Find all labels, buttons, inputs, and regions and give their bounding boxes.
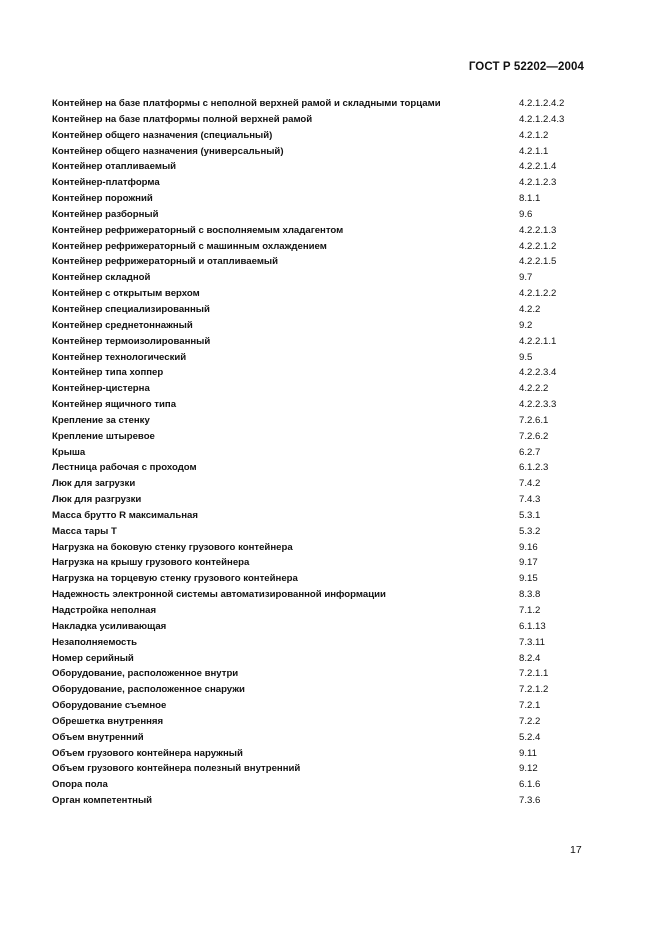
- index-term: Объем грузового контейнера полезный внутренний: [52, 763, 301, 775]
- index-clause-ref: 5.3.1: [519, 509, 541, 521]
- index-term: Опора пола: [52, 779, 108, 791]
- index-term: Контейнер-цистерна: [52, 383, 150, 395]
- index-entry: [52, 682, 592, 698]
- index-term: Контейнер рефрижераторный с машинным охлаждением: [52, 240, 327, 252]
- index-clause-ref: 6.1.13: [519, 620, 546, 632]
- index-term: Нагрузка на крышу грузового контейнера: [52, 557, 250, 569]
- index-term: Контейнер-платформа: [52, 177, 160, 189]
- index-entry: [52, 302, 592, 318]
- index-clause-ref: 4.2.1.2.3: [519, 177, 557, 189]
- index-term: Контейнер на базе платформы полной верхней рамой: [52, 113, 313, 125]
- index-term: Контейнер на базе платформы с неполной верхней рамой и складными торцами: [52, 98, 441, 109]
- index-clause-ref: 7.3.11: [519, 636, 545, 648]
- index-clause-ref: 7.2.1: [519, 700, 541, 712]
- index-term: Контейнер типа хоппер: [52, 367, 164, 379]
- index-entry: [52, 254, 592, 270]
- index-entry: [52, 651, 592, 667]
- index-clause-ref: 7.4.2: [519, 478, 541, 490]
- index-entry: [52, 159, 592, 175]
- index-clause-ref: 9.16: [519, 541, 538, 553]
- index-entry: [52, 460, 592, 476]
- alphabetical-index-list: [52, 96, 592, 809]
- index-clause-ref: 4.2.2.1.3: [519, 224, 557, 236]
- index-entry: [52, 777, 592, 793]
- index-entry: [52, 175, 592, 191]
- index-clause-ref: 4.2.2.1.2: [519, 240, 557, 252]
- index-entry: [52, 397, 592, 413]
- index-clause-ref: 9.11: [519, 747, 537, 759]
- index-entry: [52, 445, 592, 461]
- index-clause-ref: 4.2.2.3.3: [519, 399, 557, 411]
- index-entry: [52, 730, 592, 746]
- index-clause-ref: 7.1.2: [519, 605, 541, 616]
- index-entry: [52, 635, 592, 651]
- index-term: Надстройка неполная: [52, 605, 157, 616]
- index-clause-ref: 7.2.1.2: [519, 684, 549, 696]
- index-term: Контейнер с открытым верхом: [52, 288, 200, 300]
- index-term: Надежность электронной системы автоматизированной информации: [52, 589, 386, 601]
- document-header-code: ГОСТ Р 52202—2004: [468, 61, 584, 73]
- index-term: Контейнер рефрижераторный и отапливаемый: [52, 256, 279, 268]
- index-entry: [52, 429, 592, 445]
- index-clause-ref: 4.2.2.1.4: [519, 161, 557, 173]
- index-term: Незаполняемость: [52, 636, 137, 648]
- index-term: Контейнер разборный: [52, 208, 159, 220]
- index-term: Оборудование съемное: [52, 700, 167, 712]
- index-term: Контейнер ящичного типа: [52, 399, 177, 411]
- index-clause-ref: 4.2.2.1.1: [519, 335, 557, 347]
- index-entry: [52, 540, 592, 556]
- index-term: Контейнер общего назначения (специальный): [52, 129, 273, 141]
- index-clause-ref: 8.1.1: [519, 193, 541, 205]
- index-entry: [52, 350, 592, 366]
- index-clause-ref: 4.2.2.3.4: [519, 367, 557, 379]
- index-entry: [52, 270, 592, 286]
- index-entry: [52, 413, 592, 429]
- index-clause-ref: 9.7: [519, 272, 533, 284]
- index-term: Крепление штыревое: [52, 430, 155, 442]
- index-term: Контейнер складной: [52, 272, 151, 284]
- index-clause-ref: 4.2.1.2.2: [519, 288, 557, 300]
- index-term: Объем внутренний: [52, 731, 144, 743]
- index-entry: [52, 761, 592, 777]
- index-entry: [52, 571, 592, 587]
- index-term: Обрешетка внутренняя: [52, 715, 164, 727]
- page-number: 17: [570, 844, 582, 856]
- index-entry: [52, 239, 592, 255]
- index-term: Контейнер рефрижераторный с восполняемым хладагентом: [52, 224, 344, 236]
- index-clause-ref: 5.2.4: [519, 731, 541, 743]
- index-clause-ref: 9.17: [519, 557, 538, 569]
- index-clause-ref: 7.2.1.1: [519, 668, 549, 680]
- index-entry: [52, 524, 592, 540]
- index-clause-ref: 4.2.1.1: [519, 145, 549, 157]
- index-entry: [52, 666, 592, 682]
- index-term: Нагрузка на торцевую стенку грузового контейнера: [52, 573, 298, 585]
- index-term: Масса брутто R максимальная: [52, 509, 198, 521]
- index-clause-ref: 7.2.6.2: [519, 430, 549, 442]
- index-term: Контейнер среднетоннажный: [52, 319, 193, 331]
- index-term: Контейнер технологический: [52, 351, 187, 363]
- index-entry: [52, 714, 592, 730]
- index-entry: [52, 555, 592, 571]
- index-term: Крепление за стенку: [52, 414, 150, 426]
- index-entry: [52, 365, 592, 381]
- index-term: Нагрузка на боковую стенку грузового контейнера: [52, 541, 293, 553]
- index-clause-ref: 9.12: [519, 763, 538, 775]
- index-entry: [52, 96, 592, 112]
- index-term: Люк для разгрузки: [52, 494, 142, 506]
- index-clause-ref: 7.3.6: [519, 795, 541, 807]
- index-entry: [52, 619, 592, 635]
- index-clause-ref: 4.2.2.1.5: [519, 256, 557, 268]
- index-entry: [52, 746, 592, 762]
- index-term: Оборудование, расположенное снаружи: [52, 684, 245, 696]
- index-entry: [52, 793, 592, 809]
- index-clause-ref: 7.2.2: [519, 715, 541, 727]
- index-clause-ref: 4.2.1.2.4.2: [519, 98, 565, 109]
- index-entry: [52, 207, 592, 223]
- index-entry: [52, 334, 592, 350]
- index-clause-ref: 7.2.6.1: [519, 414, 549, 426]
- index-entry: [52, 286, 592, 302]
- index-term: Контейнер общего назначения (универсальный): [52, 145, 284, 157]
- index-clause-ref: 6.2.7: [519, 446, 541, 458]
- index-clause-ref: 4.2.2.2: [519, 383, 549, 395]
- index-clause-ref: 9.6: [519, 208, 533, 220]
- index-entry: [52, 381, 592, 397]
- index-clause-ref: 8.2.4: [519, 652, 541, 664]
- index-clause-ref: 9.5: [519, 351, 533, 363]
- index-term: Контейнер порожний: [52, 193, 153, 205]
- index-clause-ref: 4.2.1.2: [519, 129, 549, 141]
- index-term: Лестница рабочая с проходом: [52, 462, 197, 474]
- index-clause-ref: 8.3.8: [519, 589, 541, 601]
- index-entry: [52, 603, 592, 619]
- index-entry: [52, 508, 592, 524]
- index-entry: [52, 698, 592, 714]
- index-entry: [52, 587, 592, 603]
- index-term: Объем грузового контейнера наружный: [52, 747, 243, 759]
- index-entry: [52, 128, 592, 144]
- index-clause-ref: 6.1.2.3: [519, 462, 549, 474]
- index-entry: [52, 112, 592, 128]
- index-clause-ref: 5.3.2: [519, 525, 541, 537]
- index-term: Контейнер специализированный: [52, 303, 210, 315]
- index-term: Орган компетентный: [52, 795, 153, 807]
- index-term: Накладка усиливающая: [52, 620, 167, 632]
- index-entry: [52, 318, 592, 334]
- index-term: Контейнер термоизолированный: [52, 335, 211, 347]
- index-clause-ref: 9.15: [519, 573, 538, 585]
- index-clause-ref: 4.2.2: [519, 303, 541, 315]
- index-term: Контейнер отапливаемый: [52, 161, 177, 173]
- index-clause-ref: 9.2: [519, 319, 533, 331]
- index-clause-ref: 4.2.1.2.4.3: [519, 113, 565, 125]
- index-clause-ref: 6.1.6: [519, 779, 541, 791]
- index-entry: [52, 476, 592, 492]
- index-term: Масса тары T: [52, 525, 117, 537]
- index-term: Номер серийный: [52, 652, 134, 664]
- index-clause-ref: 7.4.3: [519, 494, 541, 506]
- index-entry: [52, 223, 592, 239]
- index-entry: [52, 191, 592, 207]
- index-term: Люк для загрузки: [52, 478, 136, 490]
- index-entry: [52, 144, 592, 160]
- index-term: Оборудование, расположенное внутри: [52, 668, 239, 680]
- index-term: Крыша: [52, 446, 86, 458]
- index-entry: [52, 492, 592, 508]
